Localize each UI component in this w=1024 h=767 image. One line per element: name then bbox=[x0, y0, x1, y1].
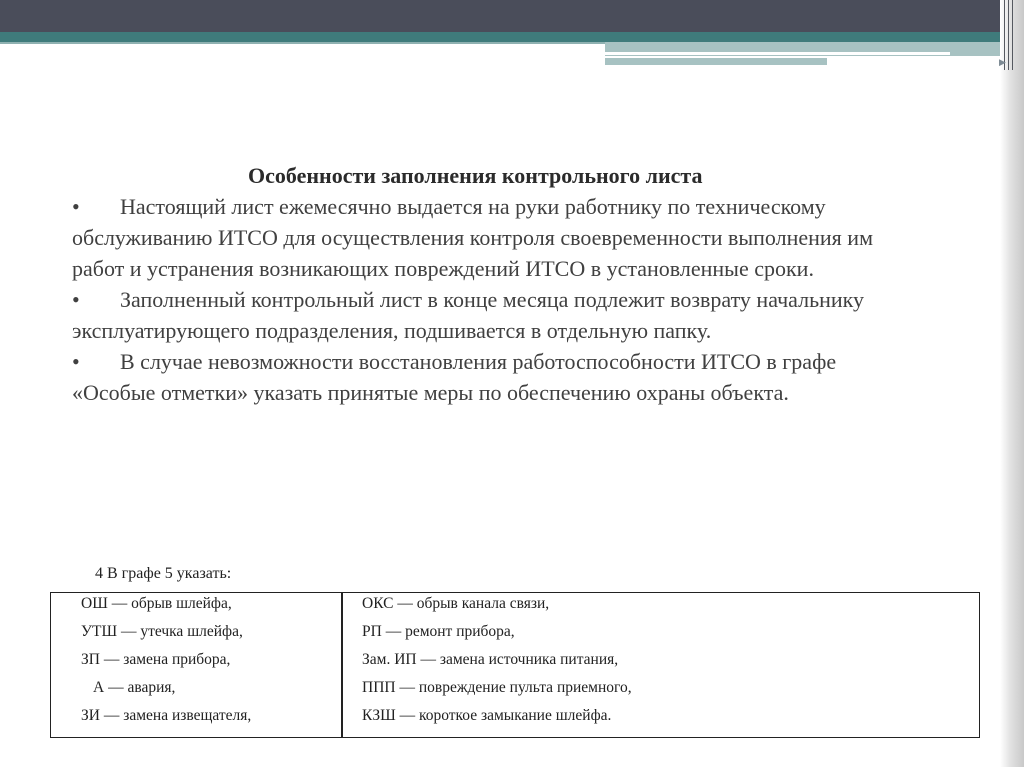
paragraph-line: обслуживанию ИТСО для осуществления контроля своевременности выполнения им bbox=[72, 225, 873, 250]
bullet: • bbox=[72, 349, 80, 374]
code-item: УТШ — утечка шлейфа, bbox=[81, 623, 243, 640]
codes-caption: 4 В графе 5 указать: bbox=[95, 565, 232, 582]
paragraph-1 bbox=[72, 191, 1012, 284]
header-band-highlight bbox=[605, 52, 950, 55]
codes-table bbox=[50, 592, 980, 738]
paragraph-line: Заполненный контрольный лист в конце месяца подлежит возврату начальнику bbox=[120, 287, 865, 312]
code-item: ППП — повреждение пульта приемного, bbox=[362, 679, 632, 696]
header-band-thin bbox=[0, 42, 605, 44]
code-item: ОШ — обрыв шлейфа, bbox=[81, 595, 232, 612]
bullet: • bbox=[72, 287, 80, 312]
code-item: КЗШ — короткое замыкание шлейфа. bbox=[362, 707, 612, 724]
paragraph-line: Настоящий лист ежемесячно выдается на руки работнику по техническому bbox=[120, 194, 826, 219]
header-band-teal bbox=[0, 32, 1000, 42]
code-item: РП — ремонт прибора, bbox=[362, 623, 515, 640]
code-item: ОКС — обрыв канала связи, bbox=[362, 595, 550, 612]
table-divider bbox=[341, 593, 343, 737]
bullet: • bbox=[72, 194, 80, 219]
paragraph-line: «Особые отметки» указать принятые меры по обеспечению охраны объекта. bbox=[72, 380, 789, 405]
code-item: Зам. ИП — замена источника питания, bbox=[362, 651, 619, 668]
paragraph-line: В случае невозможности восстановления работоспособности ИТСО в графе bbox=[120, 349, 837, 374]
paragraph-line: работ и устранения возникающих повреждений ИТСО в установленные сроки. bbox=[72, 256, 814, 281]
code-item: ЗИ — замена извещателя, bbox=[81, 707, 252, 724]
slide-title: Особенности заполнения контрольного листа bbox=[248, 163, 703, 188]
code-item: ЗП — замена прибора, bbox=[81, 651, 231, 668]
header-band-light-short bbox=[605, 58, 827, 65]
paragraph-line: эксплуатирующего подразделения, подшивается в отдельную папку. bbox=[72, 318, 712, 343]
code-item: А — авария, bbox=[93, 679, 176, 696]
codes-right-column bbox=[362, 590, 632, 730]
paragraph-2 bbox=[72, 284, 1012, 346]
slide-content bbox=[72, 163, 1012, 408]
paragraph-3 bbox=[72, 346, 1012, 408]
codes-left-column bbox=[81, 590, 251, 730]
triangle-right-icon: ▶ bbox=[999, 58, 1006, 68]
header-band-dark bbox=[0, 0, 1000, 32]
